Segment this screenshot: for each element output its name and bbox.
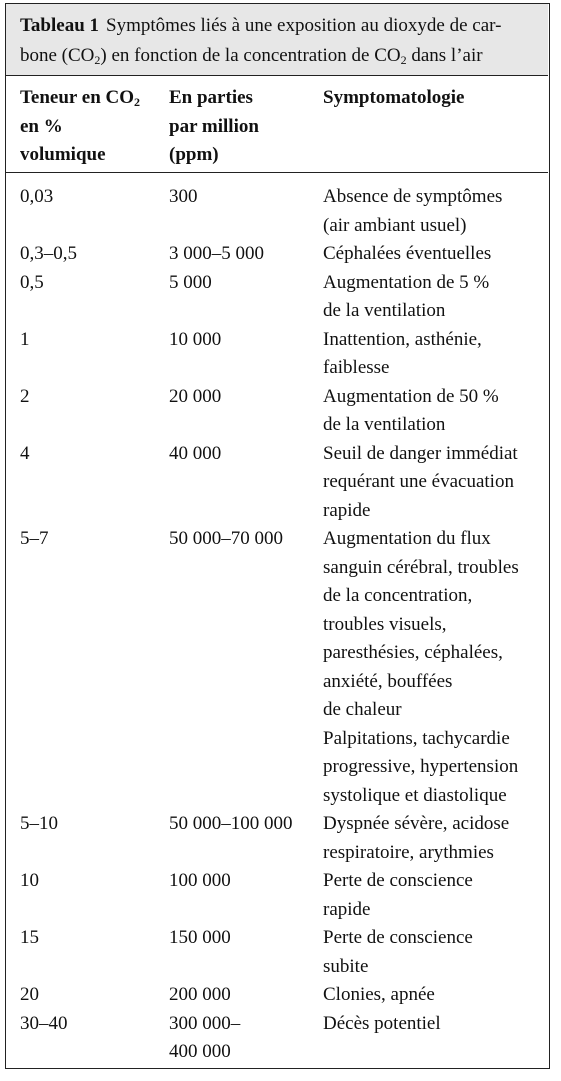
cell-symptoms-line: Perte de conscience: [323, 870, 473, 891]
header-co2-sub: 2: [134, 95, 141, 109]
cell-symptoms-line: (air ambiant usuel): [323, 214, 467, 236]
cell-ppm: [169, 1010, 240, 1067]
cell-percent: [20, 810, 58, 839]
cell-percent-line: 0,3–0,5: [20, 243, 77, 264]
caption-line-1: [20, 14, 501, 38]
cell-percent-line: 5–10: [20, 813, 58, 834]
cell-symptoms-line: troubles visuels,: [323, 613, 447, 635]
cell-percent-line: 20: [20, 984, 39, 1005]
cell-symptoms: [323, 924, 473, 981]
cell-ppm-line: 5 000: [169, 271, 212, 293]
cell-percent-line: 15: [20, 927, 39, 948]
cell-ppm: [169, 383, 221, 412]
cell-ppm-line: 300: [169, 186, 198, 207]
header-col-ppm-line: (ppm): [169, 144, 219, 165]
cell-symptoms: [323, 240, 491, 269]
cell-percent-line: 30–40: [20, 1012, 68, 1034]
cell-symptoms: [323, 1010, 441, 1039]
cell-percent: [20, 981, 39, 1010]
cell-symptoms: [323, 981, 435, 1010]
cell-symptoms-line: Clonies, apnée: [323, 984, 435, 1005]
cell-symptoms-line: subite: [323, 955, 369, 977]
cell-symptoms-line: Inattention, asthénie,: [323, 328, 482, 350]
cell-symptoms-line: Seuil de danger immédiat: [323, 442, 518, 464]
cell-symptoms-line: de la ventilation: [323, 300, 446, 321]
cell-ppm: [169, 810, 293, 839]
cell-symptoms-line: requérant une évacuation: [323, 471, 514, 492]
caption-sub-1: 2: [94, 53, 101, 67]
cell-percent: [20, 440, 30, 469]
cell-symptoms-line: faiblesse: [323, 357, 390, 378]
cell-percent-line: 0,5: [20, 271, 44, 293]
cell-ppm-line: 400 000: [169, 1041, 231, 1062]
caption-text-1: Symptômes liés à une exposition au dioxyde de car-: [106, 15, 502, 36]
cell-ppm-line: 50 000–100 000: [169, 813, 293, 834]
table-caption: [6, 4, 548, 76]
cell-symptoms-line: de chaleur: [323, 699, 402, 720]
cell-ppm-line: 200 000: [169, 984, 231, 1005]
cell-ppm: [169, 269, 212, 298]
cell-symptoms-line: progressive, hypertension: [323, 756, 519, 777]
cell-ppm-line: 40 000: [169, 442, 222, 464]
cell-percent: [20, 240, 77, 269]
co2-symptoms-table: [5, 3, 550, 1069]
cell-ppm: [169, 924, 231, 953]
cell-ppm: [169, 183, 198, 212]
cell-symptoms-line: Augmentation de 5 %: [323, 271, 490, 293]
caption-label: Tableau 1: [20, 15, 100, 36]
cell-ppm: [169, 240, 264, 269]
cell-symptoms-line: de la concentration,: [323, 585, 473, 606]
cell-ppm-line: 10 000: [169, 328, 222, 350]
header-col-percent: [20, 84, 140, 170]
cell-percent-line: 4: [20, 442, 30, 464]
cell-percent-line: 2: [20, 385, 30, 407]
cell-symptoms: [323, 525, 519, 810]
cell-ppm: [169, 981, 231, 1010]
cell-symptoms-line: Absence de symptômes: [323, 186, 503, 207]
cell-symptoms-line: Céphalées éventuelles: [323, 243, 492, 264]
cell-symptoms-line: sanguin cérébral, troubles: [323, 556, 519, 578]
cell-symptoms: [323, 326, 482, 383]
cell-symptoms-line: anxiété, bouffées: [323, 670, 453, 692]
header-col-percent-line: volumique: [20, 144, 106, 165]
cell-percent-line: 1: [20, 328, 30, 350]
header-col-ppm-line: par million: [169, 115, 259, 137]
cell-percent: [20, 924, 39, 953]
cell-symptoms: [323, 810, 509, 867]
cell-symptoms-line: Augmentation de 50 %: [323, 385, 499, 407]
header-col-ppm: [169, 84, 259, 170]
cell-symptoms: [323, 183, 502, 240]
cell-ppm-line: 50 000–70 000: [169, 528, 283, 549]
cell-percent: [20, 525, 49, 554]
caption-text-2a: bone (CO: [20, 45, 95, 66]
cell-percent: [20, 867, 39, 896]
header-col-ppm-line: En parties: [169, 87, 253, 108]
cell-symptoms-line: rapide: [323, 898, 371, 920]
cell-ppm: [169, 326, 221, 355]
cell-symptoms-line: Perte de conscience: [323, 927, 473, 948]
caption-text-2c: dans l’air: [406, 45, 483, 66]
cell-ppm-line: 150 000: [169, 927, 231, 948]
cell-ppm-line: 300 000–: [169, 1012, 241, 1034]
cell-ppm-line: 3 000–5 000: [169, 243, 264, 264]
caption-text-2b: ) en fonction de la concentration de CO: [100, 45, 401, 66]
cell-ppm-line: 20 000: [169, 385, 222, 407]
header-col-percent-line: [20, 84, 140, 113]
cell-ppm: [169, 867, 231, 896]
cell-symptoms-line: systolique et diastolique: [323, 784, 507, 806]
cell-symptoms-line: respiratoire, arythmies: [323, 841, 494, 863]
cell-symptoms: [323, 269, 489, 326]
cell-symptoms-line: Dyspnée sévère, acidose: [323, 813, 510, 834]
cell-symptoms-line: Palpitations, tachycardie: [323, 727, 510, 749]
cell-symptoms: [323, 383, 499, 440]
cell-percent: [20, 269, 44, 298]
cell-percent: [20, 326, 30, 355]
cell-ppm-line: 100 000: [169, 870, 231, 891]
header-col-symptoms-line: Symptomatologie: [323, 87, 465, 108]
cell-symptoms-line: Décès potentiel: [323, 1012, 441, 1034]
caption-line-2: [20, 44, 483, 68]
cell-symptoms-line: rapide: [323, 499, 371, 521]
cell-percent-line: 5–7: [20, 528, 49, 549]
cell-percent-line: 10: [20, 870, 39, 891]
cell-symptoms-line: de la ventilation: [323, 414, 446, 435]
header-separator: [6, 172, 548, 173]
header-col-symptoms: [323, 84, 464, 113]
cell-symptoms-line: paresthésies, céphalées,: [323, 642, 503, 663]
cell-ppm: [169, 440, 221, 469]
cell-percent: [20, 183, 53, 212]
cell-symptoms: [323, 440, 518, 526]
cell-symptoms: [323, 867, 473, 924]
caption-sub-2: 2: [400, 53, 407, 67]
cell-percent-line: 0,03: [20, 186, 54, 207]
header-col-percent-text: Teneur en CO: [20, 87, 135, 108]
cell-percent: [20, 383, 30, 412]
header-col-percent-line: en %: [20, 115, 63, 137]
cell-symptoms-line: Augmentation du flux: [323, 528, 491, 549]
cell-percent: [20, 1010, 68, 1039]
cell-ppm: [169, 525, 283, 554]
